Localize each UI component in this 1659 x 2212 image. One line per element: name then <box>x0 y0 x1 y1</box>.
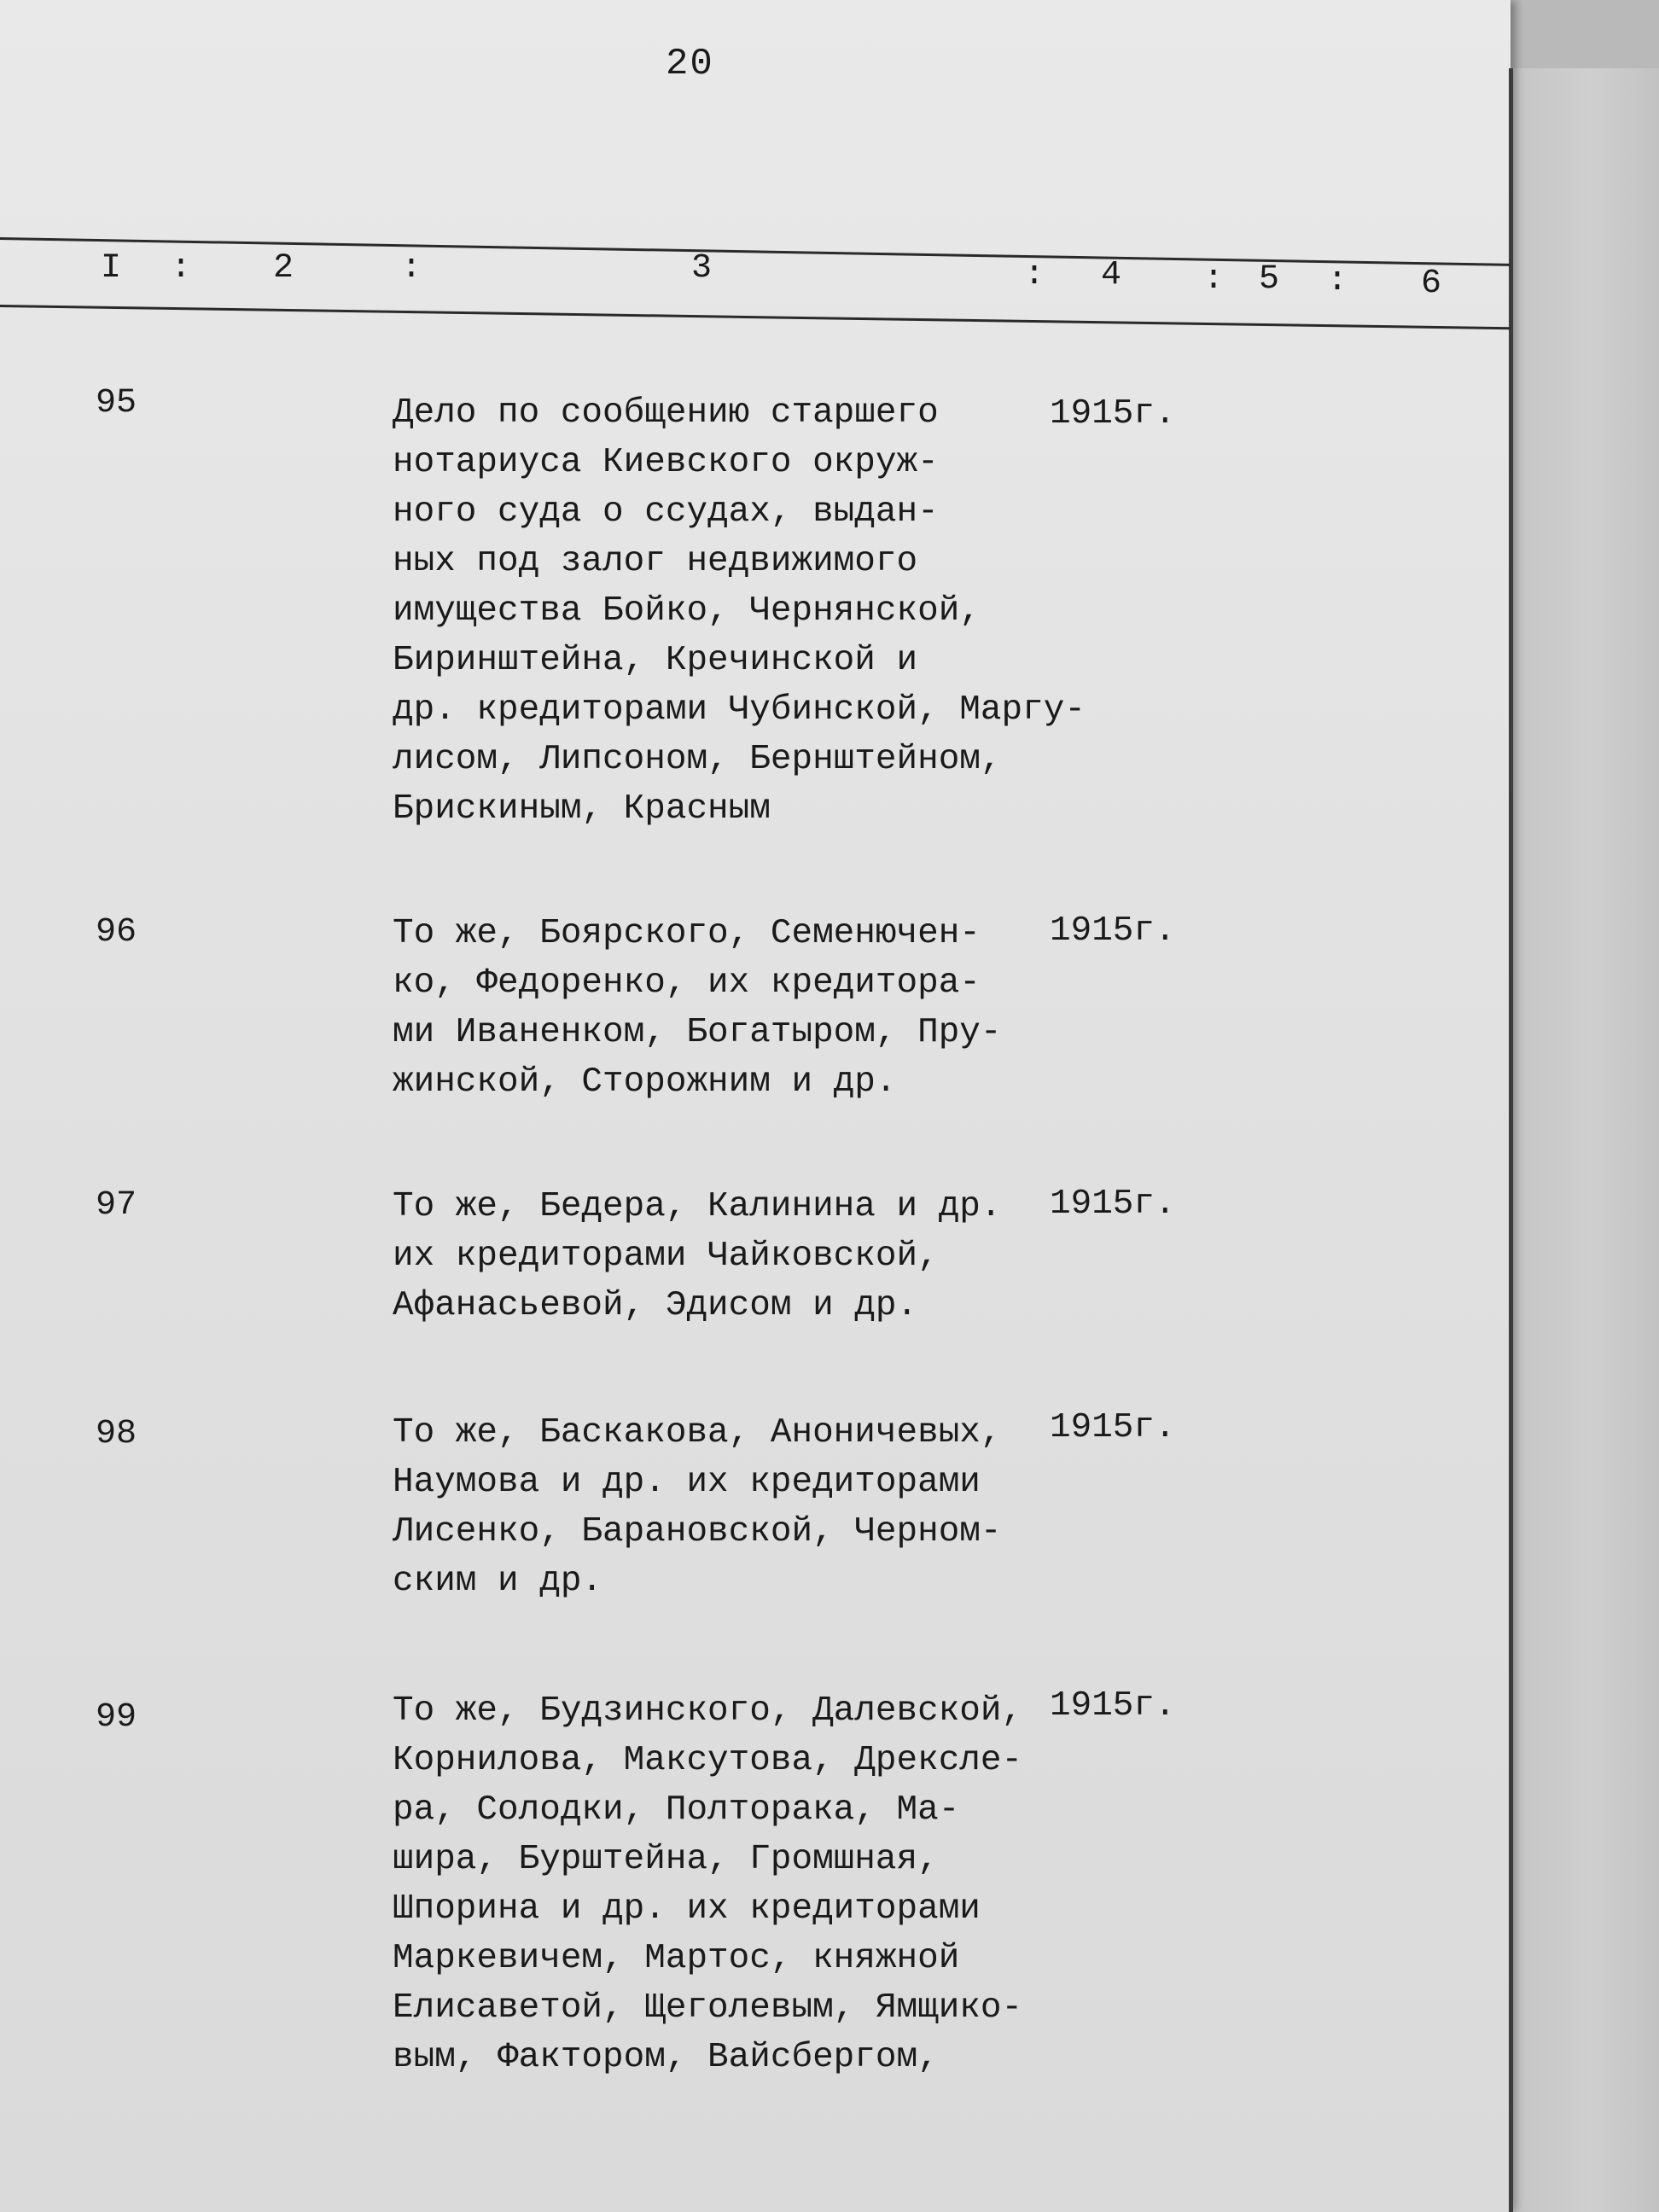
entry-line: ским и др. <box>393 1562 603 1601</box>
back-page <box>1489 68 1659 2212</box>
entry-number: 99 <box>96 1698 137 1737</box>
entry-line: имущества Бойко, Чернянской, <box>393 591 981 631</box>
column-separator: : <box>1024 256 1045 294</box>
page-edge <box>1509 68 1513 2212</box>
entry-line: жинской, Сторожним и др. <box>393 1062 897 1102</box>
entry-line: Шпорина и др. их кредиторами <box>393 1889 981 1929</box>
entry-description <box>393 909 1092 1107</box>
entry-line: вым, Фактором, Вайсбергом, <box>393 2038 939 2077</box>
page-number: 20 <box>666 43 714 85</box>
entry-line: Лисенко, Барановской, Черном- <box>393 1512 1002 1551</box>
entry-line: др. кредиторами Чубинской, Маргу- <box>393 690 1086 730</box>
entry-description <box>393 388 1092 834</box>
entry-line: То же, Бедера, Калинина и др. <box>393 1187 1002 1226</box>
column-header-1: I <box>101 249 122 288</box>
column-header-4: 4 <box>1101 256 1122 294</box>
entry-line: То же, Баскакова, Аноничевых, <box>393 1413 1002 1452</box>
entry-year: 1915г. <box>1050 911 1176 951</box>
entry-line: Биринштейна, Кречинской и <box>393 641 918 680</box>
column-separator: : <box>1203 260 1225 299</box>
entry-line: шира, Бурштейна, Громшная, <box>393 1840 939 1879</box>
column-header-6: 6 <box>1421 265 1442 303</box>
entry-line: Елисаветой, Щеголевым, Ямщико- <box>393 1988 1023 2028</box>
column-header-2: 2 <box>273 249 294 288</box>
column-header-5: 5 <box>1259 260 1280 299</box>
entry-description <box>393 1182 1092 1330</box>
entry-year: 1915г. <box>1050 1408 1176 1447</box>
entry-year: 1915г. <box>1050 1185 1176 1224</box>
entry-line: Наумова и др. их кредиторами <box>393 1463 981 1502</box>
entry-line: То же, Будзинского, Далевской, <box>393 1691 1023 1731</box>
entry-line: То же, Боярского, Семенючен- <box>393 914 981 953</box>
entry-line: Афанасьевой, Эдисом и др. <box>393 1286 918 1325</box>
entry-line: лисом, Липсоном, Бернштейном, <box>393 740 1002 779</box>
entry-year: 1915г. <box>1050 1686 1176 1726</box>
entry-number: 98 <box>96 1415 137 1453</box>
entry-line: ми Иваненком, Богатыром, Пру- <box>393 1013 1002 1052</box>
entry-line: Маркевичем, Мартос, княжной <box>393 1939 960 1978</box>
entry-number: 95 <box>96 384 137 422</box>
column-header-3: 3 <box>691 249 713 288</box>
entry-number: 97 <box>96 1186 137 1225</box>
entry-line: ко, Федоренко, их кредитора- <box>393 963 981 1003</box>
column-separator: : <box>171 249 192 288</box>
entry-number: 96 <box>96 913 137 952</box>
entry-description <box>393 1408 1092 1606</box>
entry-line: Корнилова, Максутова, Дрексле- <box>393 1741 1023 1780</box>
column-separator: : <box>401 249 422 288</box>
entry-line: их кредиторами Чайковской, <box>393 1237 939 1276</box>
entry-year: 1915г. <box>1050 394 1176 434</box>
entry-line: Дело по сообщению старшего <box>393 393 939 433</box>
entry-line: Брискиным, Красным <box>393 789 771 829</box>
entry-description <box>393 1686 1092 2082</box>
entry-line: ного суда о ссудах, выдан- <box>393 492 939 532</box>
entry-line: ра, Солодки, Полторака, Ма- <box>393 1790 960 1830</box>
entry-line: нотариуса Киевского окруж- <box>393 443 939 482</box>
entry-line: ных под залог недвижимого <box>393 542 918 581</box>
column-separator: : <box>1327 262 1348 300</box>
